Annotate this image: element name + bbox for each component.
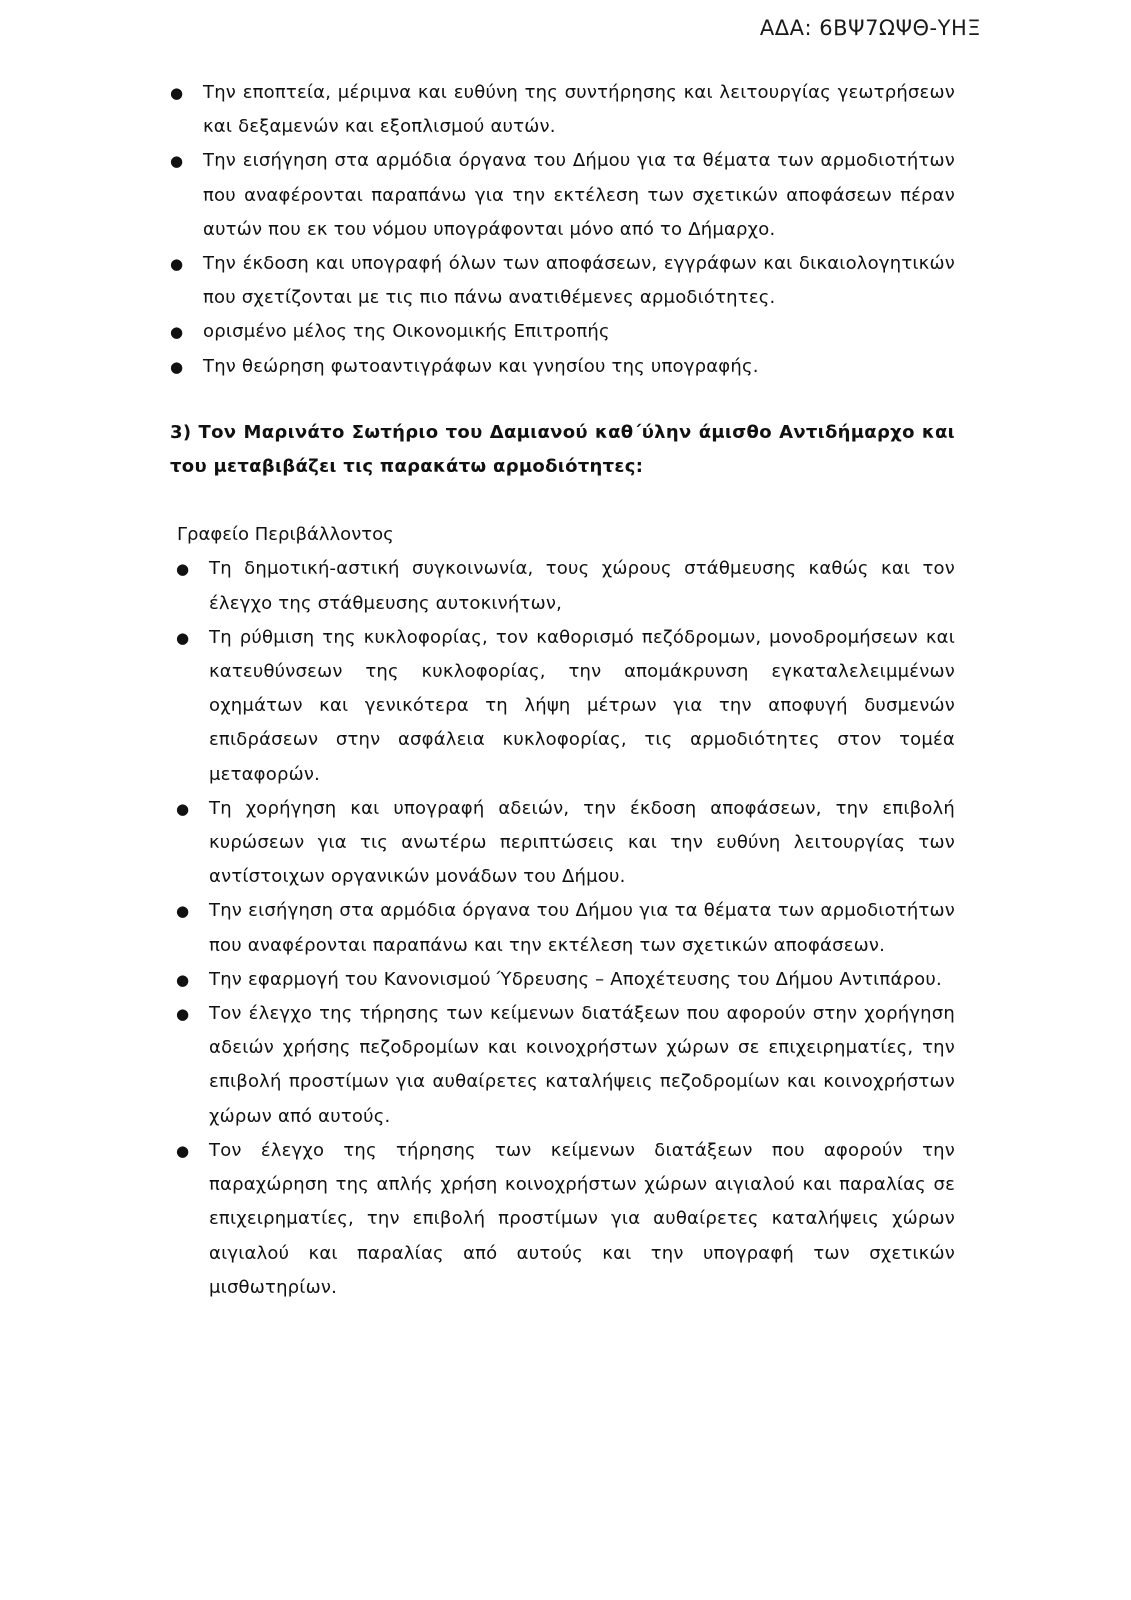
bullet-icon: ● [176, 1005, 190, 1024]
ada-document-id: ΑΔΑ: 6ΒΨ7ΩΨΘ-ΥΗΞ [759, 16, 981, 40]
section-3-heading: 3) Τον Μαρινάτο Σωτήριο του Δαμιανού καθ΄ύλην άμισθο Αντιδήμαρχο και του μεταβιβάζει τις παρακάτω αρμοδιότητες: [170, 421, 955, 478]
list-item-text: Την εποπτεία, μέριμνα και ευθύνη της συντήρησης και λειτουργίας γεωτρήσεων και δεξαμενών και εξοπλισμού αυτών. [203, 82, 955, 138]
bullet-icon: ● [170, 323, 184, 342]
list-item [170, 76, 955, 144]
bullet-icon: ● [170, 255, 184, 274]
list-item [170, 144, 955, 247]
list-item-text: Τον έλεγχο της τήρησης των κείμενων διατάξεων που αφορούν στην χορήγηση αδειών χρήσης πεζοδρομίων και κοινοχρήστων χώρων σε επιχειρηματίες, την επιβολή προστίμων για αυθαίρετες καταλήψεις πεζοδρομίων και κοινοχρήστων χώρων από αυτούς. [209, 1003, 955, 1127]
list-item-text: Τον έλεγχο της τήρησης των κείμενων διατάξεων που αφορούν την παραχώρηση της απλής χρήση κοινοχρήστων χώρων αιγιαλού και παραλίας σε επιχειρηματίες, την επιβολή προστίμων για αυθαίρετες καταλήψεις χώρων αιγιαλού και παραλίας από αυτούς και την υπογραφή των σχετικών μισθωτηρίων. [209, 1139, 955, 1298]
list-item [170, 894, 955, 962]
list-item-text: Την εισήγηση στα αρμόδια όργανα του Δήμου για τα θέματα των αρμοδιοτήτων που αναφέρονται παραπάνω και την εκτέλεση των σχετικών αποφάσεων. [209, 900, 955, 956]
list-item [170, 621, 955, 792]
bullet-icon: ● [176, 902, 190, 921]
bullet-icon: ● [170, 152, 184, 171]
bullet-icon: ● [170, 84, 184, 102]
list-item [170, 315, 955, 349]
bullet-icon: ● [176, 628, 190, 647]
list-item-text: Την εφαρμογή του Κανονισμού Ύδρευσης – Αποχέτευσης του Δήμου Αντιπάρου. [209, 968, 942, 990]
list-item [170, 552, 955, 620]
list-item-text: Τη ρύθμιση της κυκλοφορίας, τον καθορισμό πεζόδρομων, μονοδρομήσεων και κατευθύνσεων της κυκλοφορίας, την απομάκρυνση εγκαταλελειμμένων οχημάτων και γενικότερα τη λήψη μέτρων για την αποφυγή δυσμενών επιδράσεων στην ασφάλεια κυκλοφορίας, τις αρμοδιότητες στον τομέα μεταφορών. [209, 626, 955, 785]
list-item [170, 997, 955, 1134]
bullet-icon: ● [176, 560, 190, 579]
environment-office-heading: Γραφείο Περιβάλλοντος [177, 524, 394, 546]
bullet-icon: ● [176, 799, 190, 818]
bullet-icon: ● [170, 357, 184, 376]
list-item [170, 350, 955, 384]
list-item-text: Την θεώρηση φωτοαντιγράφων και γνησίου της υπογραφής. [203, 355, 759, 377]
list-item-text: Την εισήγηση στα αρμόδια όργανα του Δήμου για τα θέματα των αρμοδιοτήτων που αναφέρονται παραπάνω για την εκτέλεση των σχετικών αποφάσεων πέραν αυτών που εκ του νόμου υπογράφονται μόνο από το Δήμαρχο. [203, 150, 955, 240]
list-item-text: Την έκδοση και υπογραφή όλων των αποφάσεων, εγγράφων και δικαιολογητικών που σχετίζονται με τις πιο πάνω ανατιθέμενες αρμοδιότητες. [203, 253, 955, 309]
list-item [170, 1134, 955, 1305]
list-item [170, 963, 955, 997]
bullet-icon: ● [176, 1141, 190, 1160]
list-item-text: ορισμένο μέλος της Οικονομικής Επιτροπής [203, 321, 610, 343]
list-item [170, 247, 955, 315]
responsibilities-list-2 [170, 552, 955, 1304]
responsibilities-list-1 [170, 76, 955, 384]
list-item-text: Τη χορήγηση και υπογραφή αδειών, την έκδοση αποφάσεων, την επιβολή κυρώσεων για τις ανωτέρω περιπτώσεις και την ευθύνη λειτουργίας των αντίστοιχων οργανικών μονάδων του Δήμου. [209, 797, 955, 888]
list-item-text: Τη δημοτική-αστική συγκοινωνία, τους χώρους στάθμευσης καθώς και τον έλεγχο της στάθμευσης αυτοκινήτων, [209, 558, 955, 614]
list-item [170, 792, 955, 895]
bullet-icon: ● [176, 970, 190, 989]
document-body [170, 76, 955, 1305]
